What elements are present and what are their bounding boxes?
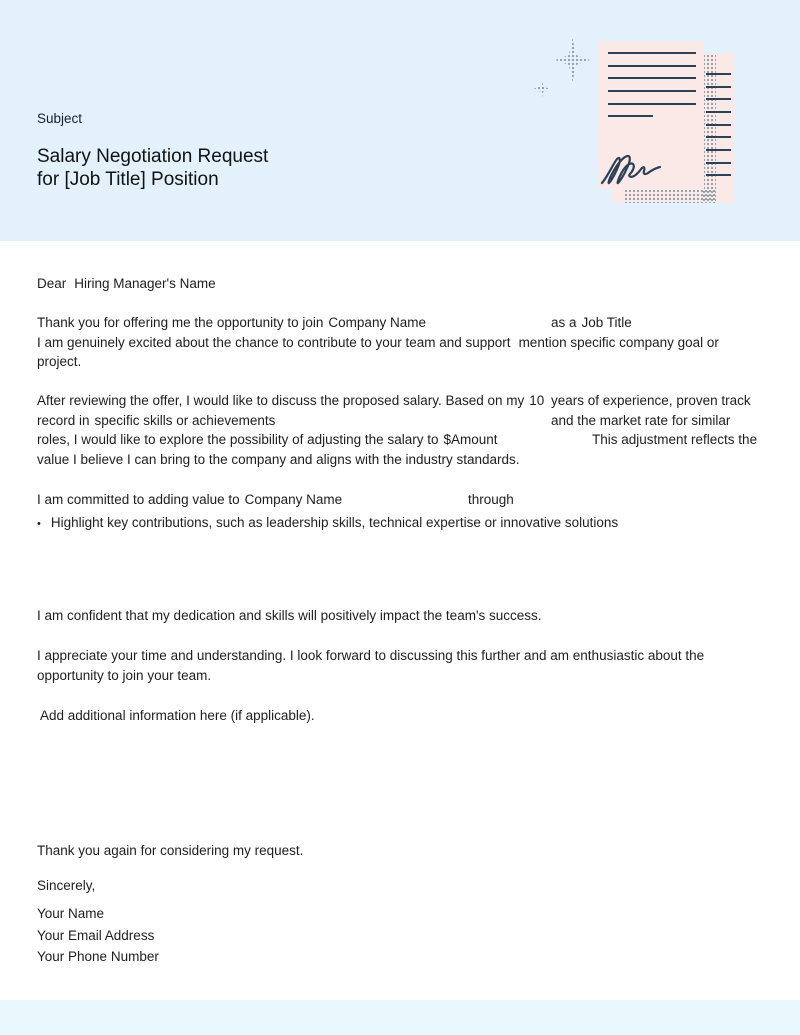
text-line-icon [706,136,731,138]
text-line-icon [608,90,696,92]
p2-text3: roles, I would like to explore the possibility of adjusting the salary to [37,432,439,447]
text-line-icon [706,162,731,164]
p7-text: Thank you again for considering my request. [37,843,304,858]
p2-text4: value I believe I can bring to the company and aligns with the industry standards. [37,451,520,467]
field-years-of-experience[interactable]: 10 [529,393,545,408]
subject-label: Subject [37,111,83,126]
field-job-title[interactable]: Job Title [581,315,632,330]
signature-icon [600,152,678,186]
paragraph-appreciation [37,646,749,685]
p3-text: I am committed to adding value to [37,492,240,507]
text-line-icon [608,52,696,54]
text-line-icon [608,65,696,67]
paragraph-offer-thanks [37,313,777,372]
text-line-icon [706,111,731,113]
field-your-email[interactable]: Your Email Address [37,927,155,943]
text-line-icon [706,98,731,100]
page-title-line1: Salary Negotiation Request [37,146,269,167]
paragraph-additional-info [37,706,777,726]
p2-text2: record in [37,412,90,428]
paragraph-commitment [37,490,777,535]
field-your-name[interactable]: Your Name [37,906,105,921]
footer-band [0,1000,800,1035]
p2-text-right1: years of experience, proven track [551,393,751,408]
text-line-icon [706,174,731,176]
text-line-icon [608,77,696,79]
halftone-shadow-vertical [702,54,716,203]
p3-through: through [468,492,514,507]
field-hiring-manager-name[interactable]: Hiring Manager's Name [74,276,216,291]
p1-text2: I am genuinely excited about the chance to contribute to your team and support [37,334,511,350]
p2-text-right3: This adjustment reflects the [592,432,758,447]
field-company-name-2[interactable]: Company Name [244,492,343,507]
halftone-shadow-horizontal [624,189,716,203]
field-salary-amount[interactable]: $Amount [443,432,498,447]
field-company-goal-continued[interactable]: project. [37,354,82,369]
p1-text: Thank you for offering me the opportunity to join [37,315,324,330]
text-line-short-icon [608,115,653,117]
sparkle-small-icon [533,78,550,100]
salutation-dear: Dear [37,276,67,291]
p1-as-a: as a [551,315,577,330]
text-line-icon [706,73,731,75]
text-line-icon [706,124,731,126]
signature-block [37,903,777,968]
letter-header [0,0,800,241]
bullet-icon: • [37,518,41,530]
p4-text: I am confident that my dedication and skills will positively impact the team's success. [37,608,542,623]
text-line-icon [706,149,731,151]
field-company-name[interactable]: Company Name [328,315,426,330]
field-additional-info[interactable]: Add additional information here (if applicable). [40,708,315,723]
paragraph-confidence [37,606,777,626]
field-company-goal[interactable]: mention specific company goal or [518,334,719,350]
document-illustration [530,35,745,210]
text-line-icon [608,103,696,105]
p5-text: I appreciate your time and understanding. I look forward to discussing this further and am enthusiastic about the opportunity to join your team. [37,648,705,683]
sparkle-icon [555,38,590,82]
paragraph-salary-discussion [37,391,777,469]
field-your-phone[interactable]: Your Phone Number [37,949,159,964]
p2-text-right2: and the market rate for similar [551,412,731,428]
paragraph-thanks-again [37,841,777,861]
p2-text: After reviewing the offer, I would like to discuss the proposed salary. Based on my [37,393,525,408]
field-key-contributions[interactable]: Highlight key contributions, such as leadership skills, technical expertise or innovative solutions [50,515,619,530]
salutation [37,274,777,294]
closing-text: Sincerely, [37,878,96,893]
closing [37,876,777,896]
page-title [37,146,268,191]
page-title-line2: for [Job Title] Position [37,168,219,190]
text-line-icon [706,86,731,88]
field-skills-achievements[interactable]: specific skills or achievements [94,412,276,428]
